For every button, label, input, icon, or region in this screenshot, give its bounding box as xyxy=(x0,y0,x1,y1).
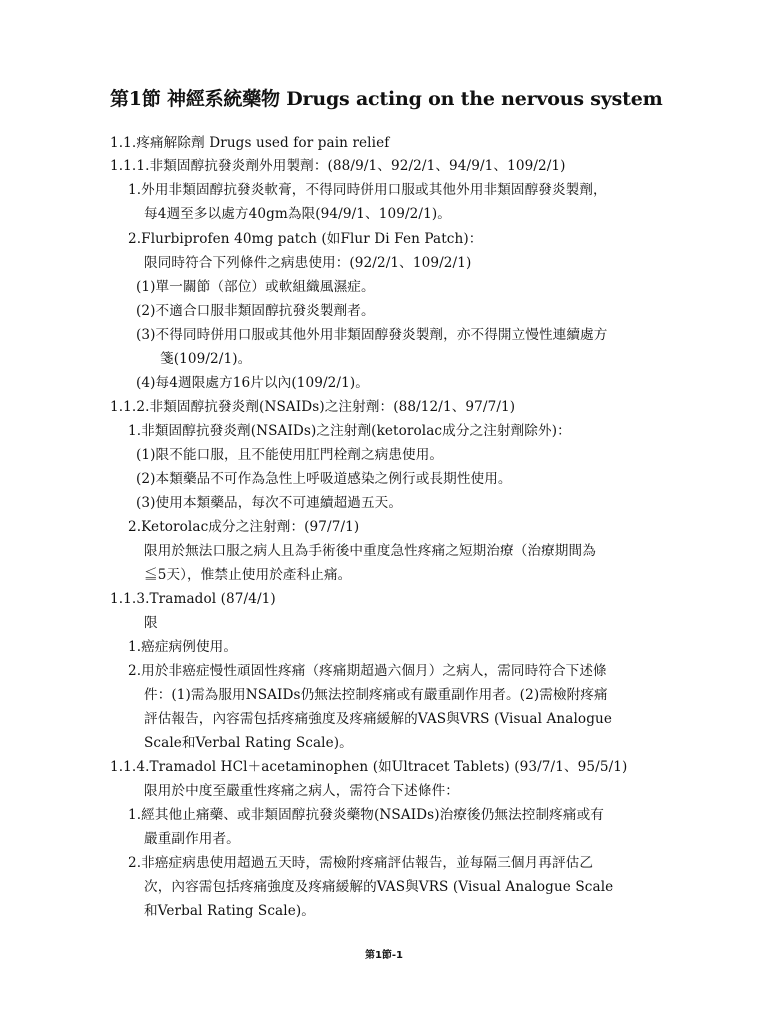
text-line: (2)本類藥品不可作為急性上呼吸道感染之例行或長期性使用。 xyxy=(136,471,512,487)
page-title: 第1節 神經系統藥物 Drugs acting on the nervous system xyxy=(110,88,663,110)
text-line: 限同時符合下列條件之病患使用：(92/2/1、109/2/1) xyxy=(144,255,472,271)
subsection-heading: 1.1.4.Tramadol HCl＋acetaminophen (如Ultracet Tablets) (93/7/1、95/5/1) xyxy=(110,759,628,775)
text-line: 2.Flurbiprofen 40mg patch (如Flur Di Fen Patch)： xyxy=(128,231,483,247)
text-line: (1)限不能口服，且不能使用肛門栓劑之病患使用。 xyxy=(136,447,444,463)
text-line: 限 xyxy=(144,615,158,631)
text-line: (4)每4週限處方16片以內(109/2/1)。 xyxy=(136,375,369,391)
text-line: 1.非類固醇抗發炎劑(NSAIDs)之注射劑(ketorolac成分之注射劑除外)： xyxy=(128,423,571,439)
section-heading: 1.1.疼痛解除劑 Drugs used for pain relief xyxy=(110,135,390,151)
text-line: (2)不適合口服非類固醇抗發炎製劑者。 xyxy=(136,303,375,319)
text-line: (3)不得同時併用口服或其他外用非類固醇發炎製劑，亦不得開立慢性連續處方 xyxy=(136,327,608,343)
text-line: 2.Ketorolac成分之注射劑：(97/7/1) xyxy=(128,519,360,535)
text-line: 和Verbal Rating Scale)。 xyxy=(144,903,315,919)
text-line: 箋(109/2/1)。 xyxy=(160,351,252,367)
subsection-heading: 1.1.1.非類固醇抗發炎劑外用製劑：(88/9/1、92/2/1、94/9/1、109/2/1) xyxy=(110,158,566,174)
text-line: 嚴重副作用者。 xyxy=(144,831,240,847)
text-line: ≦5天），惟禁止使用於產科止痛。 xyxy=(144,567,352,583)
text-line: (3)使用本類藥品，每次不可連續超過五天。 xyxy=(136,495,403,511)
page-number: 第1節-1 xyxy=(364,950,404,961)
text-line: Scale和Verbal Rating Scale)。 xyxy=(144,735,353,751)
text-line: 次，內容需包括疼痛強度及疼痛緩解的VAS與VRS (Visual Analogue Scale xyxy=(144,879,614,895)
text-line: 2.非癌症病患使用超過五天時，需檢附疼痛評估報告，並每隔三個月再評估乙 xyxy=(128,855,594,871)
text-line: 件：(1)需為服用NSAIDs仍無法控制疼痛或有嚴重副作用者。(2)需檢附疼痛 xyxy=(144,687,608,703)
text-line: 每4週至多以處方40gm為限(94/9/1、109/2/1)。 xyxy=(144,206,451,222)
subsection-heading: 1.1.2.非類固醇抗發炎劑(NSAIDs)之注射劑：(88/12/1、97/7/1) xyxy=(110,399,516,415)
text-line: 限用於無法口服之病人且為手術後中重度急性疼痛之短期治療（治療期間為 xyxy=(144,543,596,559)
text-line: 1.外用非類固醇抗發炎軟膏，不得同時併用口服或其他外用非類固醇發炎製劑， xyxy=(128,182,607,198)
text-line: 1.癌症病例使用。 xyxy=(128,639,238,655)
text-line: 2.用於非癌症慢性頑固性疼痛（疼痛期超過六個月）之病人，需同時符合下述條 xyxy=(128,663,607,679)
text-line: 限用於中度至嚴重性疼痛之病人，需符合下述條件： xyxy=(144,783,459,799)
text-line: 1.經其他止痛藥、或非類固醇抗發炎藥物(NSAIDs)治療後仍無法控制疼痛或有 xyxy=(128,807,604,823)
subsection-heading: 1.1.3.Tramadol (87/4/1) xyxy=(110,591,276,607)
text-line: 評估報告，內容需包括疼痛強度及疼痛緩解的VAS與VRS (Visual Analogue xyxy=(144,711,613,727)
text-line: (1)單一關節（部位）或軟組織風濕症。 xyxy=(136,279,375,295)
